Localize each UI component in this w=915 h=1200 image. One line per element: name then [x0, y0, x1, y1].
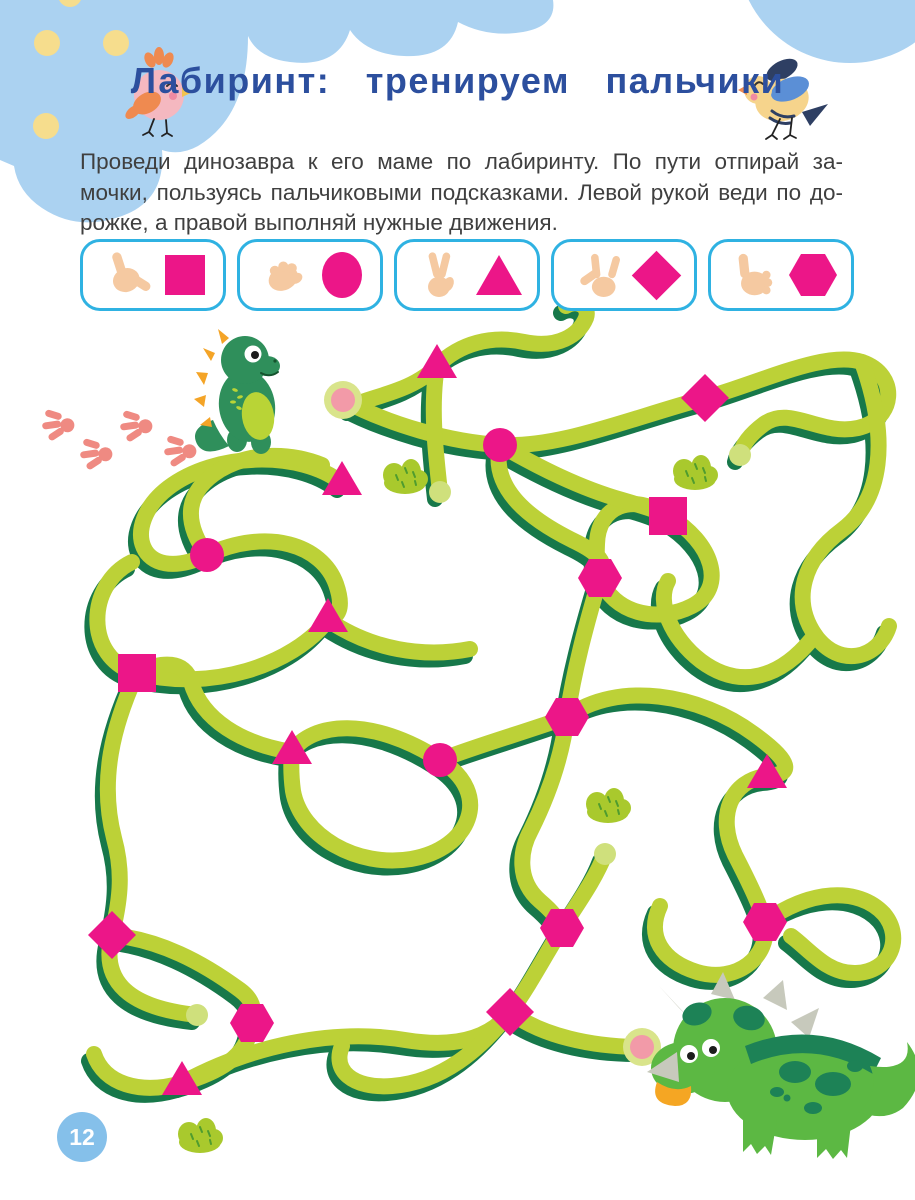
page-number-badge	[57, 1112, 107, 1162]
maze-paths	[94, 303, 893, 1087]
maze-lock-circle	[423, 743, 457, 777]
instructions-line-2: мочки, пользуясь пальчиковыми подсказками. Левой рукой веди по до-	[80, 179, 843, 205]
thumbs-up-hand-icon	[725, 248, 779, 302]
finger-hint-cards	[80, 239, 854, 311]
footprint-icon	[162, 431, 198, 468]
maze-start-marker	[331, 388, 355, 412]
bush-icon	[586, 788, 631, 823]
hint-card-thumbs-up	[708, 239, 854, 311]
maze-dead-end	[429, 481, 451, 503]
maze-dead-end	[186, 1004, 208, 1026]
bush-icon	[673, 455, 718, 490]
maze-lock-circle	[483, 428, 517, 462]
maze-lock-hexagon	[230, 1004, 274, 1042]
peace-hand-icon	[412, 248, 466, 302]
love-you-hand-icon	[575, 248, 629, 302]
fist-side-hand-icon	[258, 248, 312, 302]
maze-lock-square	[118, 654, 156, 692]
lock-shape-diamond	[631, 250, 680, 299]
bush-icon	[383, 459, 428, 494]
footprint-icon	[118, 406, 154, 443]
instructions-text	[80, 147, 843, 239]
maze-lock-circle	[190, 538, 224, 572]
cloud-blob-top-right	[737, 0, 915, 63]
hint-card-peace	[394, 239, 540, 311]
instructions-line-1: Проведи динозавра к его маме по лабиринту. По пути отпирай за-	[80, 149, 843, 174]
maze-dead-end	[594, 843, 616, 865]
lock-shape-hexagon	[789, 254, 837, 296]
mama-dino	[647, 972, 915, 1159]
footprint-icon	[40, 405, 76, 442]
hint-card-fist-side	[237, 239, 383, 311]
lock-shape-triangle	[476, 255, 522, 295]
lock-shape-oval	[322, 252, 362, 298]
call-me-hand-icon	[101, 248, 155, 302]
hint-card-call-me	[80, 239, 226, 311]
maze-end-marker	[630, 1035, 654, 1059]
hint-card-love-you	[551, 239, 697, 311]
lock-shape-square	[165, 255, 205, 295]
baby-dino	[194, 329, 280, 454]
page-title: Лабиринт: тренируем пальчики	[130, 60, 785, 101]
instructions-line-3: рожке, а правой выполняй нужные движения.	[80, 210, 558, 235]
dino-footprints	[40, 405, 198, 471]
footprint-icon	[78, 434, 114, 471]
bush-icon	[178, 1118, 223, 1153]
page-number: 12	[69, 1123, 95, 1150]
maze-lock-square	[649, 497, 687, 535]
maze-dead-end	[729, 444, 751, 466]
